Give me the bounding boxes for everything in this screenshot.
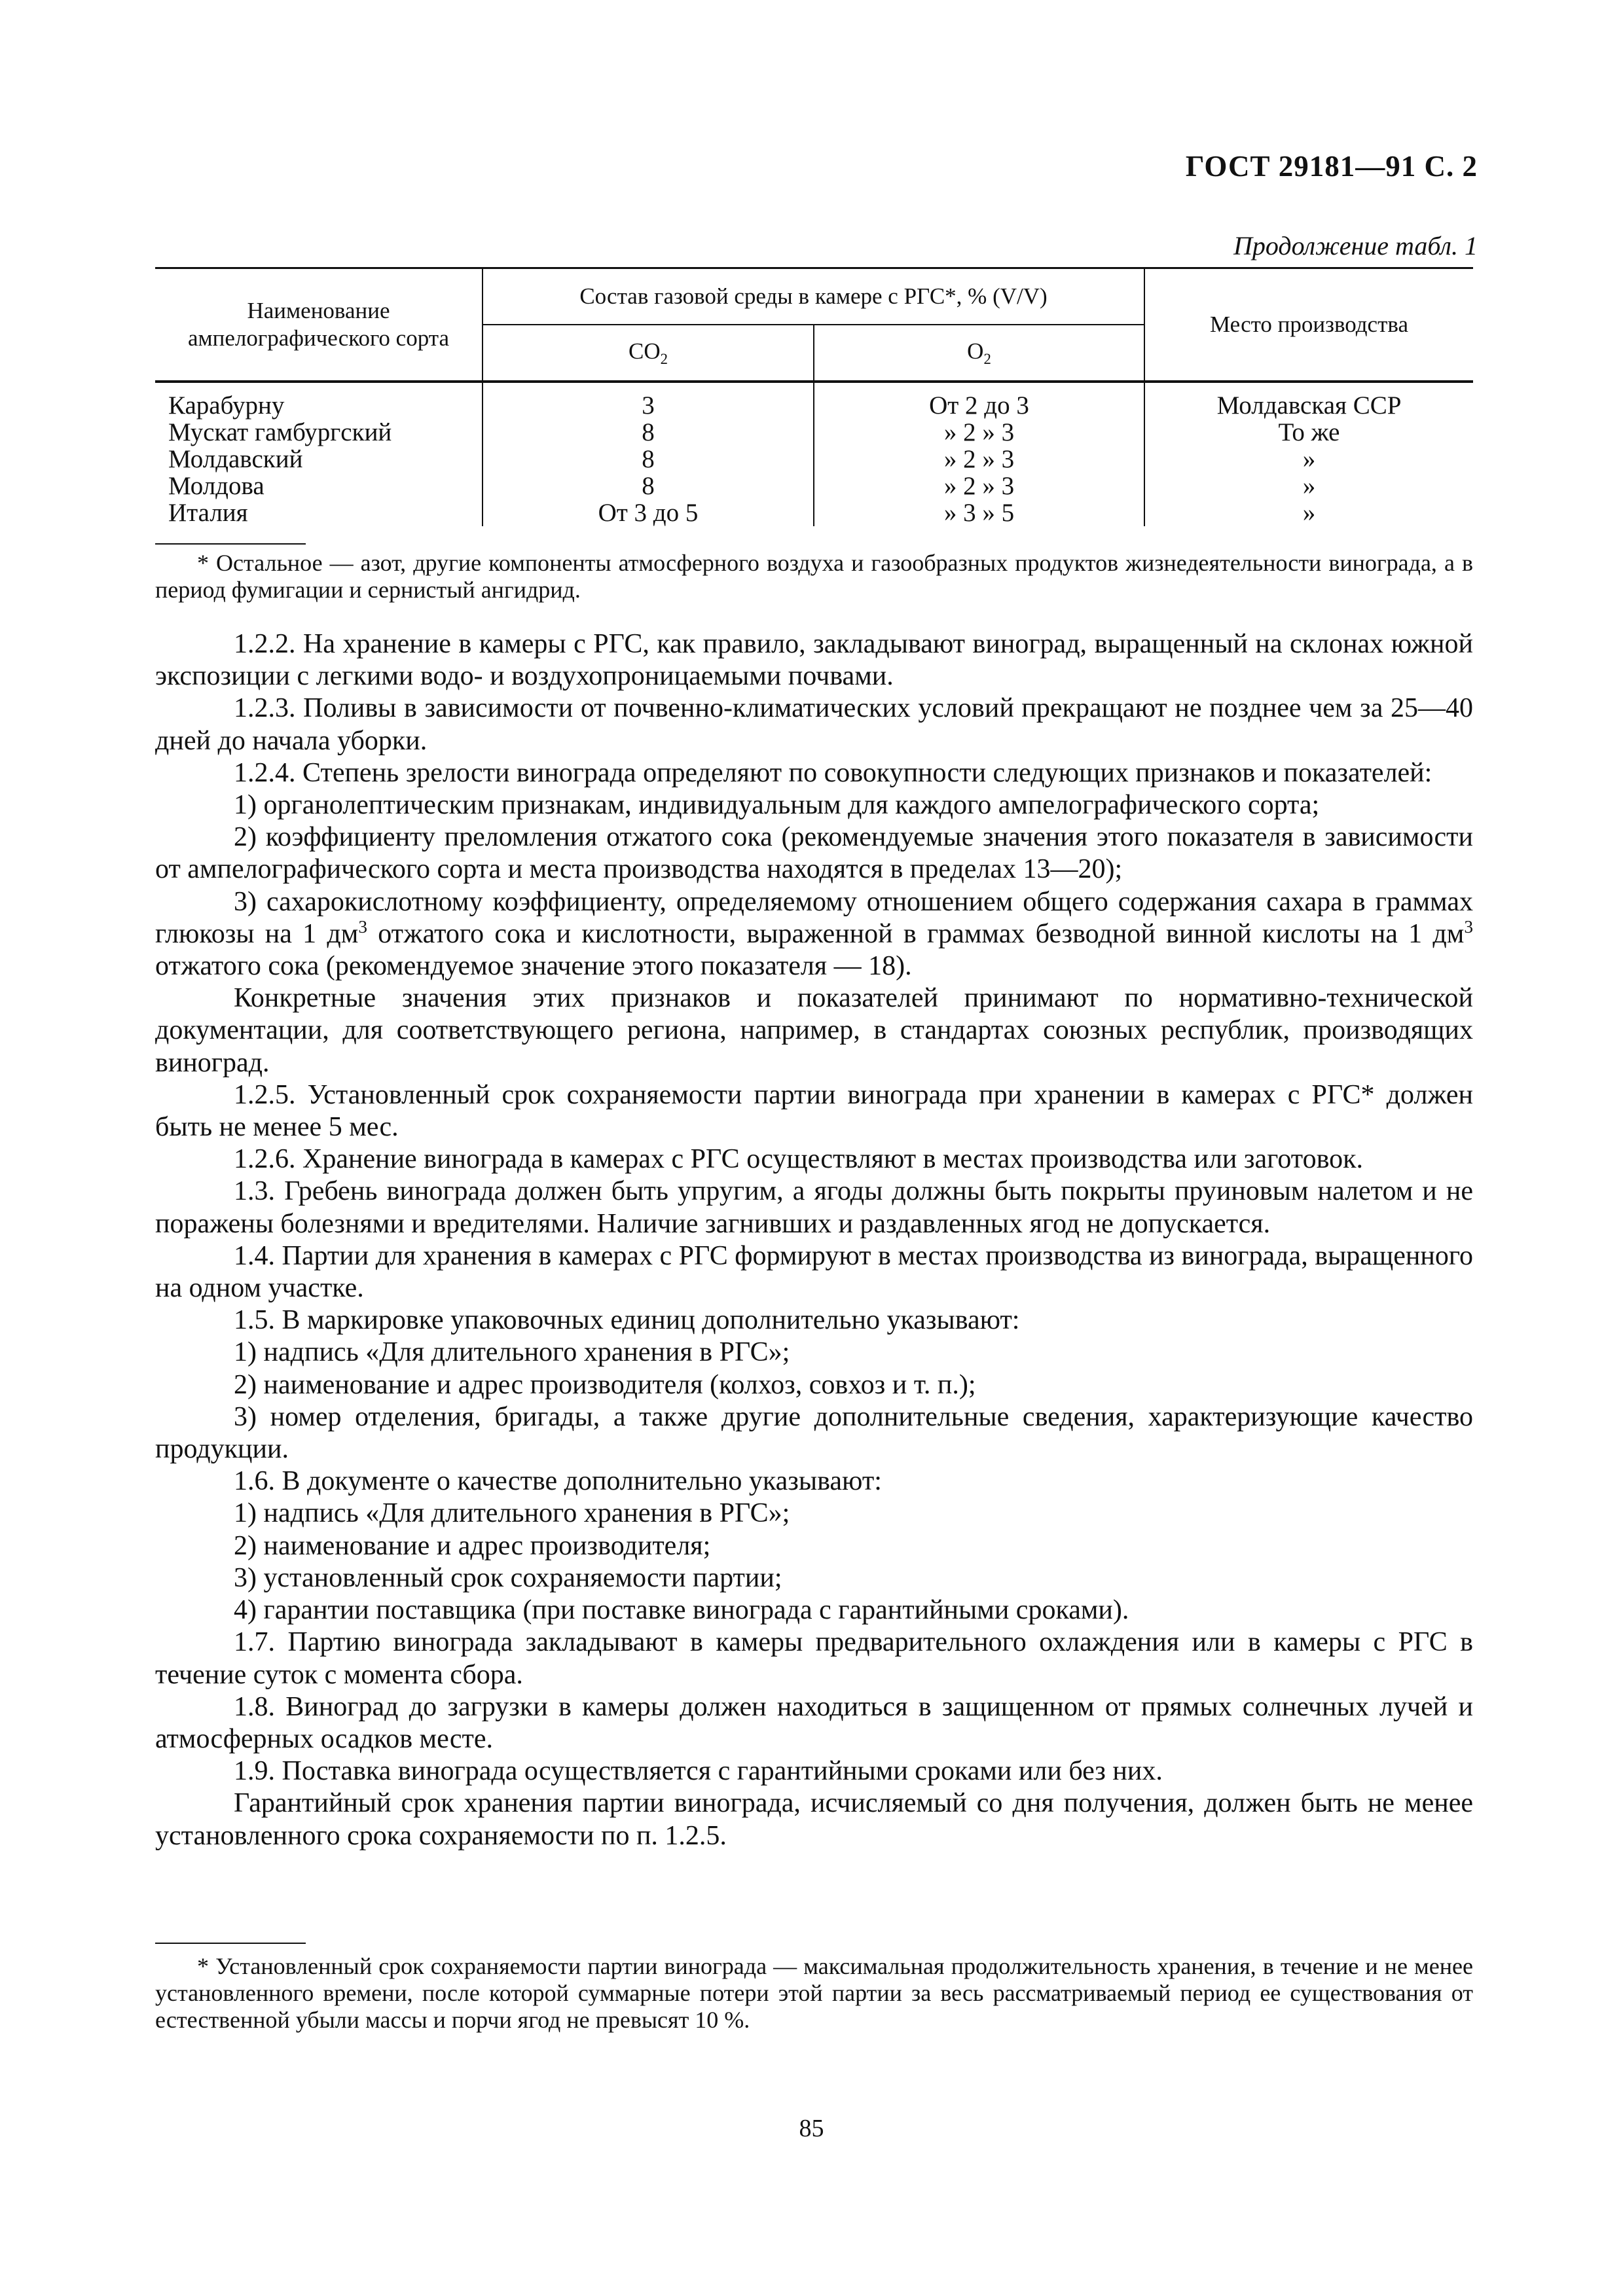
table-row bbox=[155, 382, 1473, 419]
paragraph: 3) установленный срок сохраняемости партии; bbox=[234, 1562, 782, 1593]
paragraph: 1) надпись «Для длительного хранения в РГС»; bbox=[234, 1498, 790, 1529]
table-footnote bbox=[155, 550, 1473, 603]
header-variety-name: Наименование ампелографического сорта bbox=[155, 268, 483, 382]
cell-co2: 8 bbox=[483, 473, 814, 499]
page-footnote bbox=[155, 1953, 1473, 2034]
paragraph: 1.3. Гребень винограда должен быть упругим, а ягоды должны быть покрыты пруиновым налетом и не поражены болезнями и вредителями. Наличие загнивших и раздавленных ягод не допускается. bbox=[155, 1176, 1473, 1239]
paragraph: 1.7. Партию винограда закладывают в камеры предварительного охлаждения или в камеры с РГС в течение суток с момента сбора. bbox=[155, 1627, 1473, 1690]
paragraph: 1.5. В маркировке упаковочных единиц дополнительно указывают: bbox=[234, 1305, 1020, 1336]
table-continuation-label: Продолжение табл. 1 bbox=[1233, 231, 1478, 260]
paragraph: 1.6. В документе о качестве дополнительно указывают: bbox=[234, 1466, 882, 1497]
paragraph: Гарантийный срок хранения партии винограда, исчисляемый со дня получения, должен быть не менее установленного срока сохраняемости по п. 1.2.5. bbox=[155, 1788, 1473, 1851]
table-row bbox=[155, 499, 1473, 526]
paragraph: 3) номер отделения, бригады, а также другие дополнительные сведения, характеризующие качество продукции. bbox=[155, 1401, 1473, 1465]
cell-co2: 3 bbox=[483, 382, 814, 419]
table-row bbox=[155, 419, 1473, 446]
header-production-place: Место производства bbox=[1144, 268, 1473, 382]
paragraph: 1.2.3. Поливы в зависимости от почвенно-климатических условий прекращают не позднее чем за 25—40 дней до начала уборки. bbox=[155, 693, 1473, 756]
cell-co2: 8 bbox=[483, 419, 814, 446]
cell-place: Молдавская ССР bbox=[1144, 382, 1473, 419]
cell-o2: » 2 » 3 bbox=[814, 419, 1144, 446]
cell-co2: От 3 до 5 bbox=[483, 499, 814, 526]
table-row bbox=[155, 473, 1473, 499]
table-row bbox=[155, 446, 1473, 473]
cell-place: » bbox=[1144, 473, 1473, 499]
cell-o2: От 2 до 3 bbox=[814, 382, 1144, 419]
document-header: ГОСТ 29181—91 С. 2 bbox=[1185, 150, 1478, 183]
cell-o2: » 2 » 3 bbox=[814, 446, 1144, 473]
cell-variety: Италия bbox=[168, 499, 248, 527]
cell-co2: 8 bbox=[483, 446, 814, 473]
paragraph: 2) наименование и адрес производителя (колхоз, совхоз и т. п.); bbox=[234, 1369, 976, 1400]
paragraph: Конкретные значения этих признаков и показателей принимают по нормативно-технической документации, для соответствующего региона, например, в стандартах союзных республик, производящих виноград. bbox=[155, 983, 1473, 1078]
cell-place: » bbox=[1144, 499, 1473, 526]
paragraph: 4) гарантии поставщика (при поставке винограда с гарантийными сроками). bbox=[234, 1595, 1129, 1626]
cell-o2: » 3 » 5 bbox=[814, 499, 1144, 526]
paragraph: 2) коэффициенту преломления отжатого сока (рекомендуемые значения этого показателя в зависимости от ампелографического сорта и места производства находятся в пределах 13—20); bbox=[155, 822, 1473, 885]
paragraph: 1.9. Поставка винограда осуществляется с гарантийными сроками или без них. bbox=[234, 1756, 1163, 1787]
cell-variety: Карабурну bbox=[168, 391, 285, 420]
paragraph: 1.4. Партии для хранения в камерах с РГС формируют в местах производства из винограда, выращенного на одном участке. bbox=[155, 1240, 1473, 1304]
paragraph: 1) надпись «Для длительного хранения в РГС»; bbox=[234, 1337, 790, 1368]
cell-variety: Молдавский bbox=[168, 445, 303, 473]
header-gas-composition: Состав газовой среды в камере с РГС*, % (V/V) bbox=[483, 268, 1144, 325]
paragraph: 3) сахарокислотному коэффициенту, определяемому отношением общего содержания сахара в граммах глюкозы на 1 $дм^3$ отжатого сока и кислотности, выраженной в граммах безводной винной кислоты на 1 $дм^3$ отжатого сока (рекомендуемое значение этого показателя — 18). bbox=[155, 886, 1473, 982]
footnote-separator bbox=[155, 1943, 306, 1944]
paragraph: 1.2.4. Степень зрелости винограда определяют по совокупности следующих признаков и показателей: bbox=[234, 757, 1432, 788]
footnote-separator bbox=[155, 543, 306, 545]
paragraph: 2) наименование и адрес производителя; bbox=[234, 1530, 711, 1561]
footnote-text: * Остальное — азот, другие компоненты атмосферного воздуха и газообразных продуктов жизнедеятельности винограда, а в период фумигации и сернистый ангидрид. bbox=[155, 550, 1473, 603]
paragraph: 1.2.5. Установленный срок сохраняемости партии винограда при хранении в камерах с РГС* должен быть не менее 5 мес. bbox=[155, 1079, 1473, 1143]
cell-variety: Молдова bbox=[168, 472, 264, 500]
cell-o2: » 2 » 3 bbox=[814, 473, 1144, 499]
page-number: 85 bbox=[799, 2115, 824, 2142]
paragraph: 1.2.2. На хранение в камеры с РГС, как правило, закладывают виноград, выращенный на склонах южной экспозиции с легкими водо- и воздухопроницаемыми почвами. bbox=[155, 629, 1473, 692]
main-text bbox=[155, 628, 1473, 1852]
cell-place: » bbox=[1144, 446, 1473, 473]
header-co2: $CO_2$ bbox=[483, 325, 814, 382]
cell-variety: Мускат гамбургский bbox=[168, 418, 392, 446]
paragraph: 1.8. Виноград до загрузки в камеры должен находиться в защищенном от прямых солнечных лучей и атмосферных осадков месте. bbox=[155, 1691, 1473, 1754]
footnote-text: * Установленный срок сохраняемости партии винограда — максимальная продолжительность хранения, в течение и не менее установленного времени, после которой суммарные потери этой партии за весь рассматриваемый период ее существования от естественной убыли массы и порчи ягод не превысят 10 %. bbox=[155, 1953, 1473, 2033]
paragraph: 1) органолептическим признакам, индивидуальным для каждого ампелографического сорта; bbox=[234, 790, 1320, 821]
gas-composition-table bbox=[155, 267, 1473, 526]
header-o2: $O_2$ bbox=[814, 325, 1144, 382]
cell-place: То же bbox=[1144, 419, 1473, 446]
paragraph: 1.2.6. Хранение винограда в камерах с РГС осуществляют в местах производства или заготовок. bbox=[234, 1144, 1364, 1175]
